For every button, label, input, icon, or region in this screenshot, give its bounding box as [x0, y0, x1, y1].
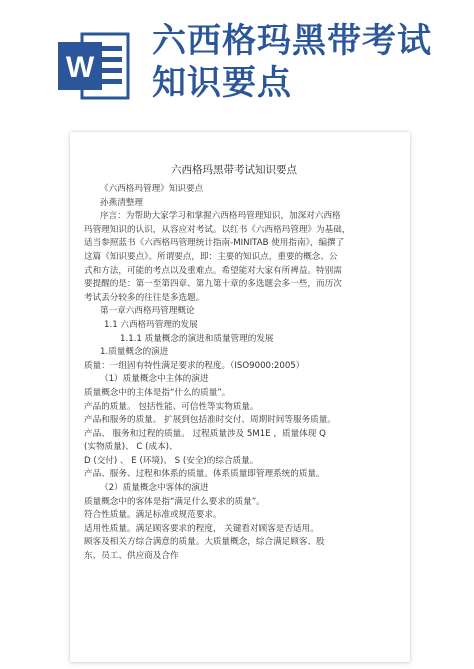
logo-letter: W — [65, 51, 95, 84]
subsection-heading: 1.1.1 质量概念的演进和质量管理的发展 — [120, 333, 274, 344]
word-document-icon — [56, 30, 130, 102]
text-line: 孙燕清整理 — [100, 197, 143, 208]
text-line: 适当参照蓝书《六西格玛管理统计指南-MINITAB 使用指南》，编撰了 — [84, 238, 345, 249]
title-line-1: 六西格玛黑带考试 — [152, 21, 432, 61]
text-line: 考试丢分较多的往往是多选题。 — [84, 292, 205, 303]
page-header — [0, 0, 474, 118]
text-line: 式和方法，可能的考点以及重难点。希望能对大家有所裨益。特别需 — [84, 265, 342, 276]
text-line: D (交付) 、 E (环境)、 S (安全)的综合质量。 — [84, 455, 259, 466]
text-line: 东、员工、供应商及合作 — [84, 551, 179, 562]
text-line: 玛管理知识的认识，从容应对考试。以红书《六西格玛管理》为基础， — [84, 224, 351, 235]
text-line: 产品、 服务和过程的质量。 过程质量涉及 5M1E ，质量体现 Q — [84, 428, 326, 439]
text-line: 产品的质量。 包括性能、可信性等实物质量。 — [84, 401, 259, 412]
text-line: (实物质量)、 C (成本)、 — [84, 442, 178, 453]
text-line: 质量：一组固有特性满足要求的程度。（ISO9000:2005） — [84, 360, 305, 371]
text-line: 1.质量概念的演进 — [100, 347, 169, 358]
text-line: （1）质量概念中主体的演进 — [100, 374, 209, 385]
document-body — [84, 162, 384, 564]
page-title — [152, 20, 462, 104]
chapter-heading: 第一章六西格玛管理概论 — [100, 306, 195, 317]
text-line: 适用性质量。满足顾客要求的程度， 关键看对顾客是否适用。 — [84, 523, 319, 534]
text-line: 顾客及相关方综合满意的质量。大质量概念，综合满足顾客、股 — [84, 537, 325, 548]
text-line: 质量概念中的客体是指“满足什么要求的质量”。 — [84, 496, 265, 507]
text-line: 序言：为帮助大家学习和掌握六西格玛管理知识，加深对六西格 — [100, 211, 341, 222]
text-line: 这篇《知识要点》。所谓要点，即：主要的知识点，重要的概念、公 — [84, 251, 338, 262]
text-line: 产品和服务的质量。 扩展到包括准时交付、周期时间等服务质量。 — [84, 415, 336, 426]
section-heading: 1.1 六西格玛管理的发展 — [104, 319, 198, 330]
text-line: 产品、服务、过程和体系的质量。体系质量即管理系统的质量。 — [84, 469, 325, 480]
text-line: 符合性质量。满足标准或规范要求。 — [84, 510, 222, 521]
document-title: 六西格玛黑带考试知识要点 — [171, 164, 297, 176]
text-line: 《六西格玛管理》知识要点 — [100, 184, 204, 194]
text-line: （2）质量概念中客体的演进 — [100, 483, 209, 494]
text-line: 质量概念中的主体是指“什么的质量”。 — [84, 387, 231, 398]
text-line: 要提醒的是：第一至第四章、第九第十章的多选题会多一些，而历次 — [84, 279, 342, 290]
document-page — [70, 132, 410, 662]
title-line-2: 知识要点 — [152, 63, 292, 103]
